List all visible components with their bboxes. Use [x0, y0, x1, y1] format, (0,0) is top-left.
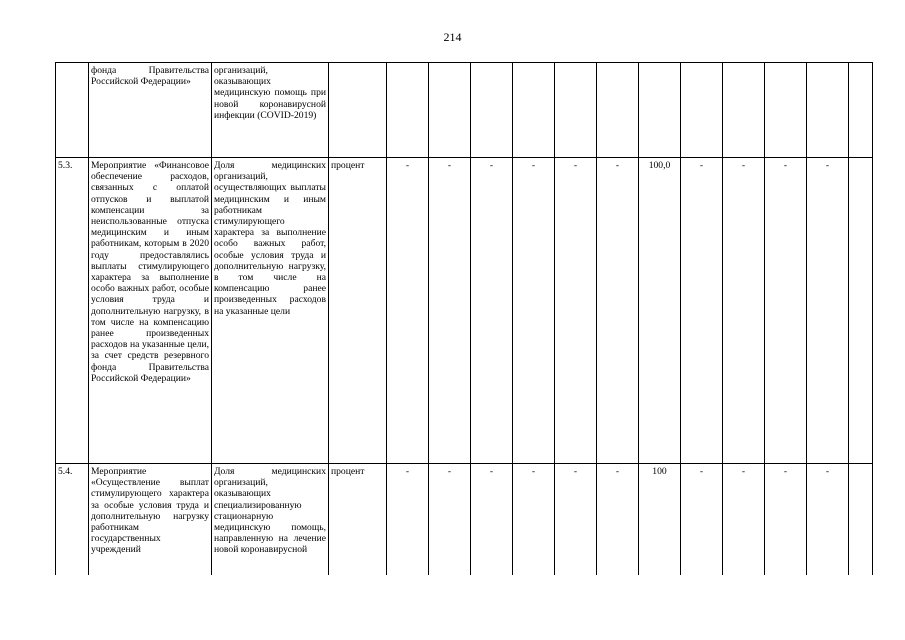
- event-cell: Мероприятие «Осуществление выплат стимулирующего характера за особые условия труда и дополнительную нагрузку работникам государственных учреждений: [89, 464, 212, 576]
- indicator-cell: организаций, оказывающих медицинскую помощь при новой коронавирусной инфекции (COVID-2019): [212, 63, 329, 158]
- value-cell: -: [807, 158, 849, 464]
- value-cell: [471, 63, 513, 158]
- value-cell: [807, 63, 849, 158]
- value-cell: -: [513, 158, 555, 464]
- row-number: 5.4.: [56, 464, 89, 576]
- unit-cell: процент: [329, 158, 387, 464]
- value-cell: [597, 63, 639, 158]
- value-cell: 100,0: [639, 158, 681, 464]
- unit-cell: [329, 63, 387, 158]
- row-number: 5.3.: [56, 158, 89, 464]
- value-cell: -: [429, 464, 471, 576]
- indicator-cell: Доля медицинских организаций, осуществляющих выплаты медицинским и иным работникам стимулирующего характера за выполнение особо важных работ, особые условия труда и дополнительную нагрузку, в том числе на компенсацию ранее произведенных расходов на указанные цели: [212, 158, 329, 464]
- event-cell: фонда Правительства Российской Федерации»: [89, 63, 212, 158]
- value-cell: -: [765, 464, 807, 576]
- value-cell: [723, 63, 765, 158]
- value-cell: -: [723, 464, 765, 576]
- value-cell: [513, 63, 555, 158]
- value-cell: -: [597, 464, 639, 576]
- value-cell: [681, 63, 723, 158]
- value-cell: [765, 63, 807, 158]
- table-row: [56, 464, 873, 576]
- indicator-cell: Доля медицинских организаций, оказывающих специализированную стационарную медицинскую помощь, направленную на лечение новой коронавирусной: [212, 464, 329, 576]
- row-number: [56, 63, 89, 158]
- value-cell: -: [513, 464, 555, 576]
- value-cell: -: [681, 158, 723, 464]
- value-cell: -: [723, 158, 765, 464]
- value-cell: -: [471, 158, 513, 464]
- value-cell: -: [597, 158, 639, 464]
- table-row: [56, 63, 873, 158]
- value-cell: -: [429, 158, 471, 464]
- value-cell: -: [765, 158, 807, 464]
- value-cell: [387, 63, 429, 158]
- value-cell: -: [807, 464, 849, 576]
- indicator-table: [55, 62, 873, 575]
- value-cell: [555, 63, 597, 158]
- value-cell: [849, 158, 873, 464]
- value-cell: -: [387, 158, 429, 464]
- table-row: [56, 158, 873, 464]
- event-cell: Мероприятие «Финансовое обеспечение расходов, связанных с оплатой отпусков и выплатой компенсации за неиспользованные отпуска медицинским и иным работникам, которым в 2020 году предоставлялись выплаты стимулирующего характера за выполнение особо важных работ, особые условия труда и дополнительную нагрузку, в том числе на компенсацию ранее произведенных расходов на указанные цели, за счет средств резервного фонда Правительства Российской Федерации»: [89, 158, 212, 464]
- value-cell: [849, 464, 873, 576]
- value-cell: [429, 63, 471, 158]
- value-cell: [639, 63, 681, 158]
- value-cell: -: [555, 158, 597, 464]
- value-cell: 100: [639, 464, 681, 576]
- page-number: 214: [443, 30, 462, 44]
- unit-cell: процент: [329, 464, 387, 576]
- value-cell: -: [555, 464, 597, 576]
- value-cell: -: [681, 464, 723, 576]
- value-cell: -: [387, 464, 429, 576]
- value-cell: [849, 63, 873, 158]
- value-cell: -: [471, 464, 513, 576]
